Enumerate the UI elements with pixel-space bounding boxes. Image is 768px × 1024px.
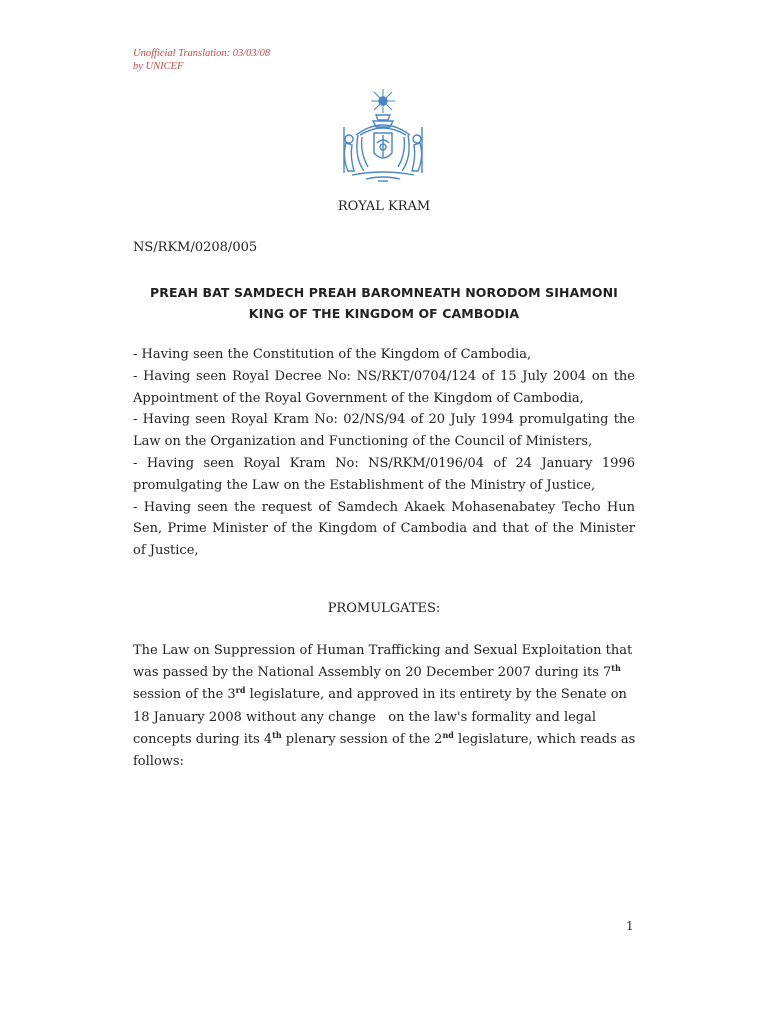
king-title: KING OF THE KINGDOM OF CAMBODIA [248, 306, 520, 321]
body-text-run: was passed by the National Assembly on 20 December 2007 during its 7 [133, 665, 612, 681]
recitals [133, 344, 635, 562]
king-name: PREAH BAT SAMDECH PREAH BAROMNEATH NORODOM SIHAMONI [150, 285, 618, 300]
body-line [133, 684, 643, 706]
ordinal-suffix: th [272, 729, 282, 740]
body-text-run: legislature, and approved in its entirety by the Senate on [245, 687, 627, 703]
body-text-run: legislature, which reads as [453, 731, 636, 747]
reference-number: NS/RKM/0208/005 [133, 240, 258, 255]
recital-item: - Having seen Royal Kram No: NS/RKM/0196/04 of 24 January 1996 promulgating the Law on the Establishment of the Ministry of Justice, [133, 455, 635, 493]
translation-note-line1: Unofficial Translation: 03/03/08 [133, 48, 271, 59]
translation-note [133, 47, 270, 73]
recital-item: - Having seen the Constitution of the Kingdom of Cambodia, [133, 347, 532, 362]
body-line [133, 729, 643, 751]
body-line: follows: [133, 754, 184, 770]
recital-item: - Having seen Royal Kram No: 02/NS/94 of 20 July 1994 promulgating the Law on the Organization and Functioning of the Council of Ministers, [133, 412, 635, 450]
body-text-run: concepts during its 4 [133, 731, 273, 747]
law-body-paragraph [133, 640, 643, 773]
body-line: The Law on Suppression of Human Trafficking and Sexual Exploitation that [133, 643, 633, 658]
page-number: 1 [626, 919, 634, 933]
body-line: 18 January 2008 without any change on the law's formality and legal [133, 709, 597, 725]
body-text-run: plenary session of the 2 [281, 731, 443, 747]
recital-item: - Having seen the request of Samdech Akaek Mohasenabatey Techo Hun Sen, Prime Minister of the Kingdom of Cambodia and that of the Minister of Justice, [133, 499, 635, 559]
ordinal-suffix: rd [235, 685, 246, 696]
translation-note-line2: by UNICEF [133, 61, 184, 72]
promulgates-heading: PROMULGATES: [327, 601, 441, 616]
recital-item: - Having seen Royal Decree No: NS/RKT/0704/124 of 15 July 2004 on the Appointment of the Royal Government of the Kingdom of Cambodia, [133, 368, 635, 406]
document-title: ROYAL KRAM [337, 199, 431, 214]
body-text-run: session of the 3 [133, 687, 236, 703]
royal-coat-of-arms-icon [338, 87, 428, 187]
body-line [133, 662, 643, 684]
ordinal-suffix: nd [442, 729, 454, 740]
ordinal-suffix: th [611, 663, 621, 674]
